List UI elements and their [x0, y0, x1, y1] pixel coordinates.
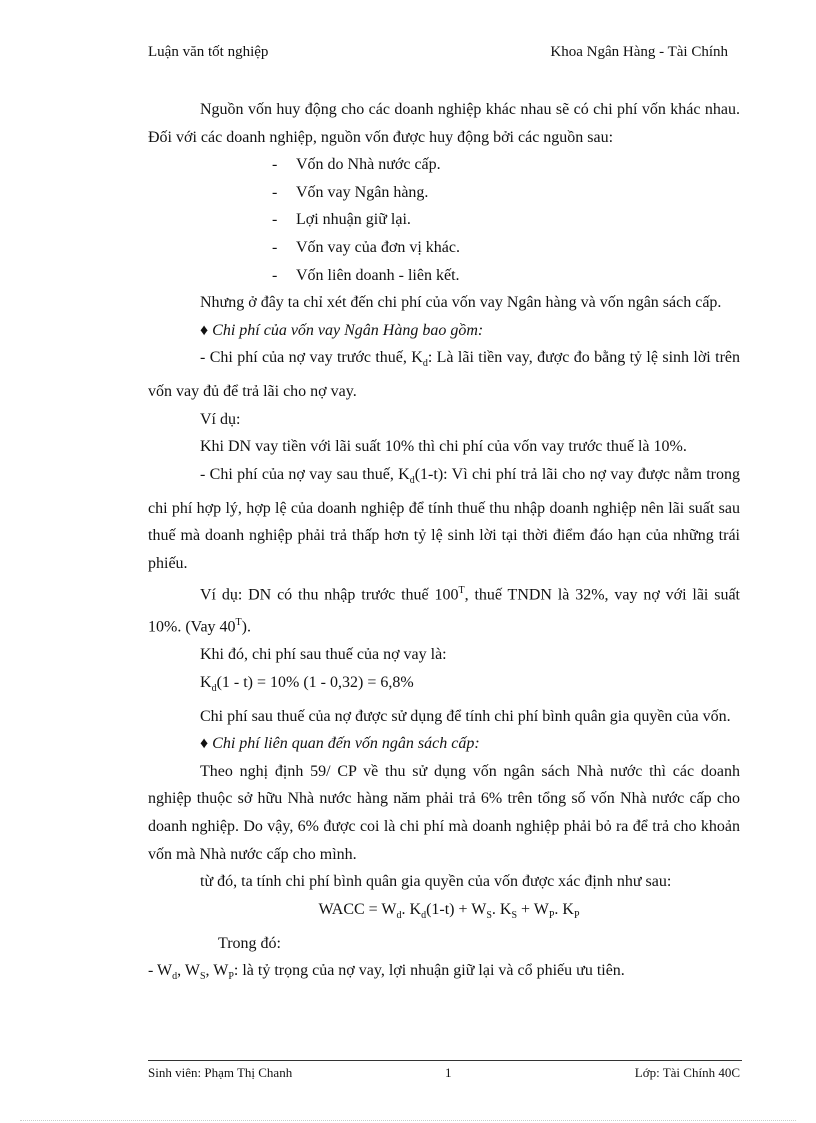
document-body: [148, 96, 740, 991]
footer-divider: [148, 1060, 742, 1061]
paragraph: - $W_d$, $W_S$, $W_P$: là tỷ trọng của nợ vay, lợi nhuận giữ lại và cổ phiếu ưu tiên.: [148, 962, 625, 983]
page-number: 1: [445, 1065, 452, 1080]
paragraph: - Chi phí của nợ vay trước thuế, $K_d$: Là lãi tiền vay, được đo bằng tỷ lệ sinh lời trên vốn vay đủ để trả lãi cho nợ vay.: [148, 349, 741, 401]
list-item: - Vốn vay của đơn vị khác.: [272, 238, 460, 256]
footer-class: Lớp: Tài Chính 40C: [634, 1065, 740, 1080]
list-item: - Vốn do Nhà nước cấp.: [272, 156, 441, 174]
list-item: - Lợi nhuận giữ lại.: [272, 211, 411, 229]
footer-student: Sinh viên: Phạm Thị Chanh: [148, 1065, 293, 1080]
formula-wacc: WACC = $W_d$. $K_d(1-t) + W_S$. $K_S + W_P$. $K_P$: [318, 900, 580, 922]
paragraph: Ví dụ:: [200, 410, 241, 428]
page-edge: [20, 1120, 796, 1121]
header-left: Luận văn tốt nghiệp: [148, 44, 269, 60]
list-item: - Vốn liên doanh - liên kết.: [272, 266, 460, 284]
paragraph: Khi đó, chi phí sau thuế của nợ vay là:: [200, 646, 447, 664]
section-heading: ♦ Chi phí liên quan đến vốn ngân sách cấp:: [200, 735, 480, 753]
section-heading: ♦ Chi phí của vốn vay Ngân Hàng bao gồm:: [200, 321, 484, 339]
list-item: - Vốn vay Ngân hàng.: [272, 183, 429, 201]
paragraph: - Chi phí của nợ vay sau thuế, $K_d(1-t)$: Vì chi phí trả lãi cho nợ vay được nằm trong chi phí hợp lý, hợp lệ của doanh nghiệp để tính thuế thu nhập doanh nghiệp nên lãi suất sau thuế mà doanh nghiệp phải trả thấp hơn tỷ lệ sinh lời tại thời điểm đáo hạn của những trái phiếu.: [148, 465, 740, 572]
formula-kd: $K_d(1 - t) = 10\%$ (1 - 0,32) = 6,8%: [200, 673, 414, 695]
header-right: Khoa Ngân Hàng - Tài Chính: [550, 44, 728, 60]
paragraph: Chi phí sau thuế của nợ được sử dụng để tính chi phí bình quân gia quyền của vốn.: [200, 707, 731, 725]
paragraph-intro: Nguồn vốn huy động cho các doanh nghiệp khác nhau sẽ có chi phí vốn khác nhau. Đối với các doanh nghiệp, nguồn vốn được huy động bởi các nguồn sau:: [148, 101, 740, 146]
paragraph: Ví dụ: DN có thu nhập trước thuế $100^T$, thuế TNDN là 32%, vay nợ với lãi suất 10%. (Vay $40^T$).: [148, 585, 740, 636]
paragraph: Theo nghị định 59/ CP về thu sử dụng vốn ngân sách Nhà nước thì các doanh nghiệp thuộc sở hữu Nhà nước hàng năm phải trả 6% trên tổng số vốn Nhà nước cấp cho doanh nghiệp. Do vậy, 6% được coi là chi phí mà doanh nghiệp phải bỏ ra để trả cho khoản vốn mà Nhà nước cấp cho mình.: [148, 762, 740, 863]
paragraph: từ đó, ta tính chi phí bình quân gia quyền của vốn được xác định như sau:: [200, 873, 672, 891]
paragraph: Trong đó:: [218, 934, 281, 952]
paragraph: Nhưng ở đây ta chỉ xét đến chi phí của vốn vay Ngân hàng và vốn ngân sách cấp.: [200, 294, 722, 312]
funding-sources-list: [148, 151, 740, 289]
paragraph: Khi DN vay tiền với lãi suất 10% thì chi phí của vốn vay trước thuế là 10%.: [200, 438, 687, 456]
